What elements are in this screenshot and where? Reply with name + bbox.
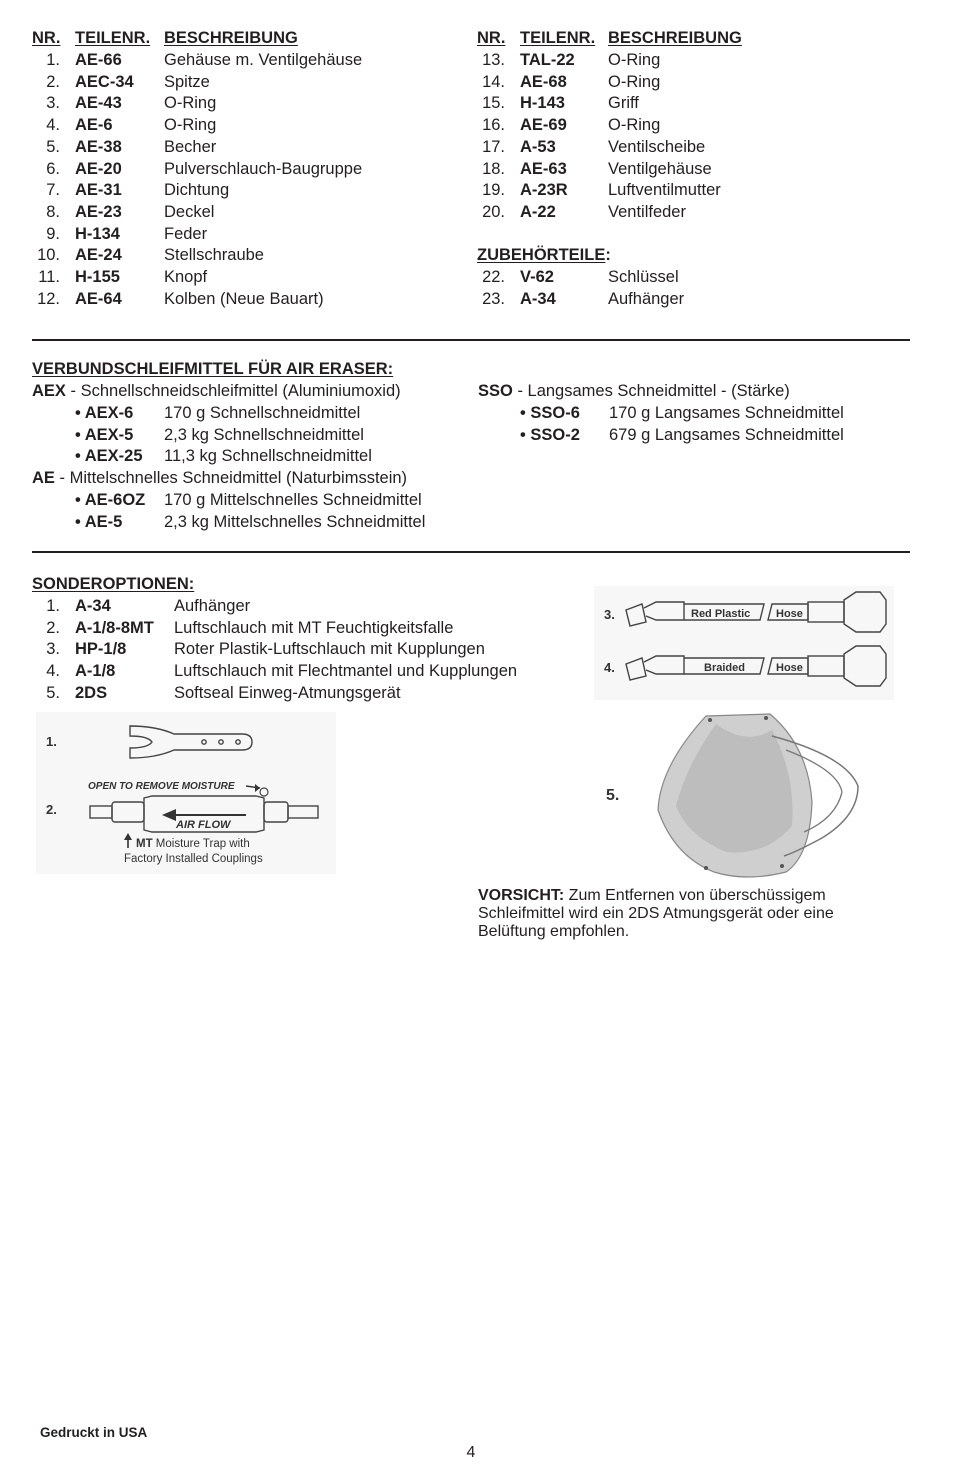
part-description: Deckel [164, 202, 215, 221]
option-description: Luftschlauch mit Flechtmantel und Kupplungen [174, 662, 518, 681]
col-desc-header: BESCHREIBUNG [164, 29, 298, 47]
item-number: 3. [46, 640, 60, 659]
part-description: O-Ring [608, 51, 661, 69]
abrasive-part: • SSO-6 [520, 404, 580, 422]
fig4-text1: Braided [704, 662, 745, 674]
fig5-label: 5. [606, 787, 620, 804]
page-number: 4 [466, 1444, 476, 1461]
abrasive-description: 11,3 kg Schnellschneidmittel [164, 447, 372, 466]
item-number: 18. [482, 159, 505, 178]
part-number: AE-68 [520, 72, 567, 91]
part-number: AE-6 [75, 116, 113, 135]
part-description: Aufhänger [608, 289, 685, 308]
ae-code: AE [32, 469, 55, 487]
item-number: 10. [37, 246, 60, 265]
item-number: 4. [46, 662, 60, 681]
aex-code: AEX [32, 382, 66, 400]
ae-desc: - Mittelschnelles Schneidmittel (Naturbimsstein) [54, 469, 408, 487]
col-nr-header: NR. [477, 29, 506, 47]
aex-line [32, 380, 401, 402]
part-number: AE-23 [75, 202, 122, 221]
option-part: A-34 [75, 597, 111, 615]
part-description: Pulverschlauch-Baugruppe [164, 159, 363, 178]
figure-air-hoses [594, 586, 894, 700]
options-title: SONDEROPTIONEN: [32, 575, 195, 593]
item-number: 15. [482, 94, 505, 113]
col-part-header: TEILENR. [75, 29, 151, 47]
part-number: AEC-34 [75, 72, 134, 91]
option-description: Luftschlauch mit MT Feuchtigkeitsfalle [174, 618, 454, 637]
fig1-label: 1. [46, 734, 57, 749]
part-number: AE-43 [75, 94, 122, 113]
option-description: Roter Plastik-Luftschlauch mit Kupplungen [174, 640, 485, 659]
part-number: AE-38 [75, 137, 122, 156]
part-number: A-53 [520, 137, 556, 156]
part-description: Knopf [164, 268, 208, 286]
fig4-text2: Hose [776, 662, 803, 674]
fig4-label: 4. [604, 660, 615, 675]
part-description: Kolben (Neue Bauart) [164, 289, 324, 308]
abrasive-description: 2,3 kg Schnellschneidmittel [164, 425, 364, 444]
abrasive-part: • AEX-5 [75, 425, 134, 444]
item-number: 7. [46, 181, 60, 200]
part-description: Gehäuse m. Ventilgehäuse [164, 51, 363, 69]
part-number: H-155 [75, 268, 120, 286]
option-description: Softseal Einweg-Atmungsgerät [174, 683, 401, 702]
part-number: AE-63 [520, 159, 567, 178]
item-number: 1. [46, 597, 60, 615]
part-number: TAL-22 [520, 51, 575, 69]
item-number: 5. [46, 137, 60, 156]
col-part-header: TEILENR. [520, 29, 596, 47]
abrasive-part: • SSO-2 [520, 425, 580, 444]
part-description: O-Ring [608, 116, 661, 135]
item-number: 14. [482, 72, 505, 91]
option-part: A-1/8 [75, 662, 116, 681]
option-part: 2DS [75, 683, 108, 702]
part-number: H-134 [75, 224, 120, 243]
item-number: 4. [46, 116, 60, 135]
air-flow-label: AIR FLOW [176, 819, 231, 831]
item-number: 2. [46, 618, 60, 637]
fig3-text1: Red Plastic [691, 608, 751, 620]
part-number: AE-69 [520, 116, 567, 135]
caution-note [478, 887, 888, 941]
option-part: A-1/8-8MT [75, 618, 154, 637]
part-description: Schlüssel [608, 268, 679, 286]
abrasive-description: 170 g Mittelschnelles Schneidmittel [164, 491, 422, 509]
item-number: 16. [482, 116, 505, 135]
part-number: AE-66 [75, 51, 122, 69]
item-number: 5. [46, 683, 60, 702]
item-number: 6. [46, 159, 60, 178]
part-description: Feder [164, 224, 208, 243]
caution-label: VORSICHT: [478, 887, 565, 904]
option-description: Aufhänger [174, 597, 251, 615]
option-part: HP-1/8 [75, 640, 127, 659]
part-number: AE-31 [75, 181, 122, 200]
item-number: 13. [482, 51, 505, 69]
sso-line [478, 380, 790, 402]
section-divider [32, 551, 910, 553]
part-number: H-143 [520, 94, 565, 113]
part-number: AE-24 [75, 246, 122, 265]
accessories-title-text: ZUBEHÖRTEILE [477, 246, 606, 264]
mt-line2: Factory Installed Couplings [124, 853, 263, 865]
part-number: A-22 [520, 202, 556, 221]
fig3-text2: Hose [776, 608, 803, 620]
abrasive-description: 679 g Langsames Schneidmittel [609, 425, 844, 444]
item-number: 19. [482, 181, 505, 200]
abrasives-title: VERBUNDSCHLEIFMITTEL FÜR AIR ERASER: [32, 360, 394, 378]
part-description: Stellschraube [164, 246, 264, 265]
item-number: 3. [46, 94, 60, 113]
fig2-label: 2. [46, 802, 57, 817]
sso-desc: - Langsames Schneidmittel - (Stärke) [512, 382, 790, 400]
abrasive-part: • AEX-25 [75, 447, 143, 466]
part-description: Ventilgehäuse [608, 159, 712, 178]
part-number: A-34 [520, 289, 556, 308]
abrasive-description: 170 g Schnellschneidmittel [164, 404, 361, 422]
part-description: O-Ring [608, 72, 661, 91]
accessories-title-colon: : [605, 246, 611, 264]
item-number: 2. [46, 72, 60, 91]
col-nr-header: NR. [32, 29, 61, 47]
item-number: 9. [46, 224, 60, 243]
section-divider [32, 339, 910, 341]
abrasive-description: 2,3 kg Mittelschnelles Schneidmittel [164, 512, 426, 531]
item-number: 1. [46, 51, 60, 69]
item-number: 22. [482, 268, 505, 286]
mt-line1 [136, 838, 250, 850]
printed-in-note: Gedruckt in USA [40, 1425, 148, 1440]
abrasive-part: • AE-5 [75, 512, 123, 531]
part-description: Ventilscheibe [608, 137, 706, 156]
part-number: V-62 [520, 268, 554, 286]
aex-desc: - Schnellschneidschleifmittel (Aluminiumoxid) [65, 382, 401, 400]
part-description: O-Ring [164, 94, 217, 113]
figure-respirator [596, 706, 872, 882]
accessories-title [477, 244, 611, 266]
abrasive-part: • AE-6OZ [75, 491, 146, 509]
part-description: Becher [164, 137, 217, 156]
ae-line [32, 467, 407, 489]
mt-bold: MT [136, 838, 153, 850]
figure-hanger-moisture-trap [36, 712, 336, 874]
col-desc-header: BESCHREIBUNG [608, 29, 742, 47]
abrasive-part: • AEX-6 [75, 404, 134, 422]
part-description: O-Ring [164, 116, 217, 135]
item-number: 17. [482, 137, 505, 156]
item-number: 12. [37, 289, 60, 308]
abrasive-description: 170 g Langsames Schneidmittel [609, 404, 844, 422]
item-number: 8. [46, 202, 60, 221]
part-description: Griff [608, 94, 639, 113]
mt-rest: Moisture Trap with [152, 838, 250, 850]
part-number: A-23R [520, 181, 568, 200]
item-number: 11. [38, 268, 60, 286]
part-number: AE-64 [75, 289, 122, 308]
sso-code: SSO [478, 382, 513, 400]
item-number: 23. [482, 289, 505, 308]
item-number: 20. [482, 202, 505, 221]
caution-text: Zum Entfernen von überschüssigem Schleifmittel wird ein 2DS Atmungsgerät oder eine Belüftung empfohlen. [478, 887, 834, 940]
part-description: Spitze [164, 72, 210, 91]
open-to-remove-label: OPEN TO REMOVE MOISTURE [88, 781, 235, 792]
part-description: Luftventilmutter [608, 181, 721, 200]
part-description: Dichtung [164, 181, 230, 200]
part-description: Ventilfeder [608, 202, 686, 221]
part-number: AE-20 [75, 159, 122, 178]
fig3-label: 3. [604, 607, 615, 622]
